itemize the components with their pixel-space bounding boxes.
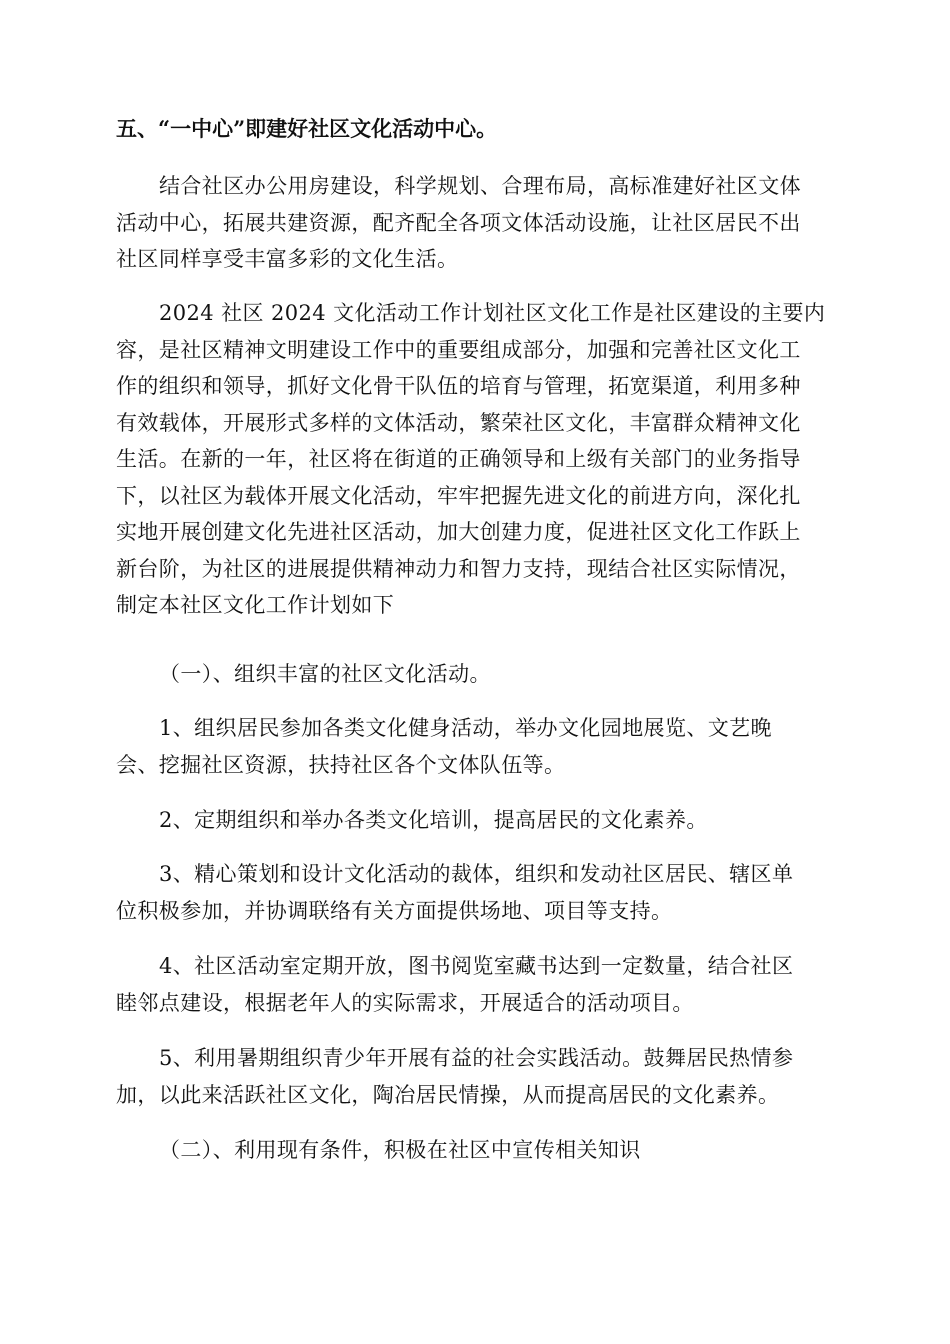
text-line: 下，以社区为载体开展文化活动，牢牢把握先进文化的前进方向，深化扎	[116, 483, 801, 508]
text-line: 2、定期组织和举办各类文化培训，提高居民的文化素养。	[159, 808, 708, 832]
text-line: （二）、利用现有条件，积极在社区中宣传相关知识	[159, 1138, 641, 1162]
text-line: 作的组织和领导，抓好文化骨干队伍的培育与管理，拓宽渠道，利用多种	[116, 374, 801, 398]
text-line: 4、社区活动室定期开放，图书阅览室藏书达到一定数量，结合社区	[159, 954, 794, 978]
text-line: 社区同样享受丰富多彩的文化生活。	[116, 247, 459, 271]
text-line: 睦邻点建设，根据老年人的实际需求，开展适合的活动项目。	[116, 990, 694, 1015]
list-item-3	[116, 856, 836, 929]
text-line: 2024 社区 2024 文化活动工作计划社区文化工作是社区建设的主要内	[159, 301, 826, 325]
text-line: （一）、组织丰富的社区文化活动。	[159, 662, 491, 686]
text-line: 1、组织居民参加各类文化健身活动，举办文化园地展览、文艺晚	[159, 716, 772, 740]
text-line: 实地开展创建文化先进社区活动，加大创建力度，促进社区文化工作跃上	[116, 520, 801, 544]
text-line: 会、挖掘社区资源，扶持社区各个文体队伍等。	[116, 752, 566, 777]
text-line: 结合社区办公用房建设，科学规划、合理布局，高标准建好社区文体	[159, 174, 801, 198]
subheading-two	[116, 1132, 836, 1169]
list-item-2	[116, 802, 836, 839]
paragraph-work-plan-intro	[116, 295, 836, 624]
text-line: 生活。在新的一年，社区将在街道的正确领导和上级有关部门的业务指导	[116, 447, 801, 471]
subheading-one	[116, 656, 836, 693]
text-line: 有效载体，开展形式多样的文体活动，繁荣社区文化，丰富群众精神文化	[116, 410, 801, 435]
text-line: 容，是社区精神文明建设工作中的重要组成部分，加强和完善社区文化工	[116, 337, 801, 362]
text-line: 制定本社区文化工作计划如下	[116, 593, 395, 617]
section-heading: 五、“一中心”即建好社区文化活动中心。	[116, 116, 498, 141]
text-line: 5、利用暑期组织青少年开展有益的社会实践活动。鼓舞居民热情参	[159, 1046, 794, 1070]
paragraph-community-center	[116, 168, 836, 278]
list-item-5	[116, 1040, 836, 1113]
text-line: 加，以此来活跃社区文化，陶冶居民情操，从而提高居民的文化素养。	[116, 1082, 780, 1107]
list-item-4	[116, 948, 836, 1021]
text-line: 新台阶，为社区的进展提供精神动力和智力支持，现结合社区实际情况，	[116, 556, 801, 581]
list-item-1	[116, 710, 836, 783]
text-line: 3、精心策划和设计文化活动的裁体，组织和发动社区居民、辖区单	[159, 862, 794, 886]
text-line: 位积极参加，并协调联络有关方面提供场地、项目等支持。	[116, 898, 673, 923]
text-line: 活动中心，拓展共建资源，配齐配全各项文体活动设施，让社区居民不出	[116, 210, 801, 235]
